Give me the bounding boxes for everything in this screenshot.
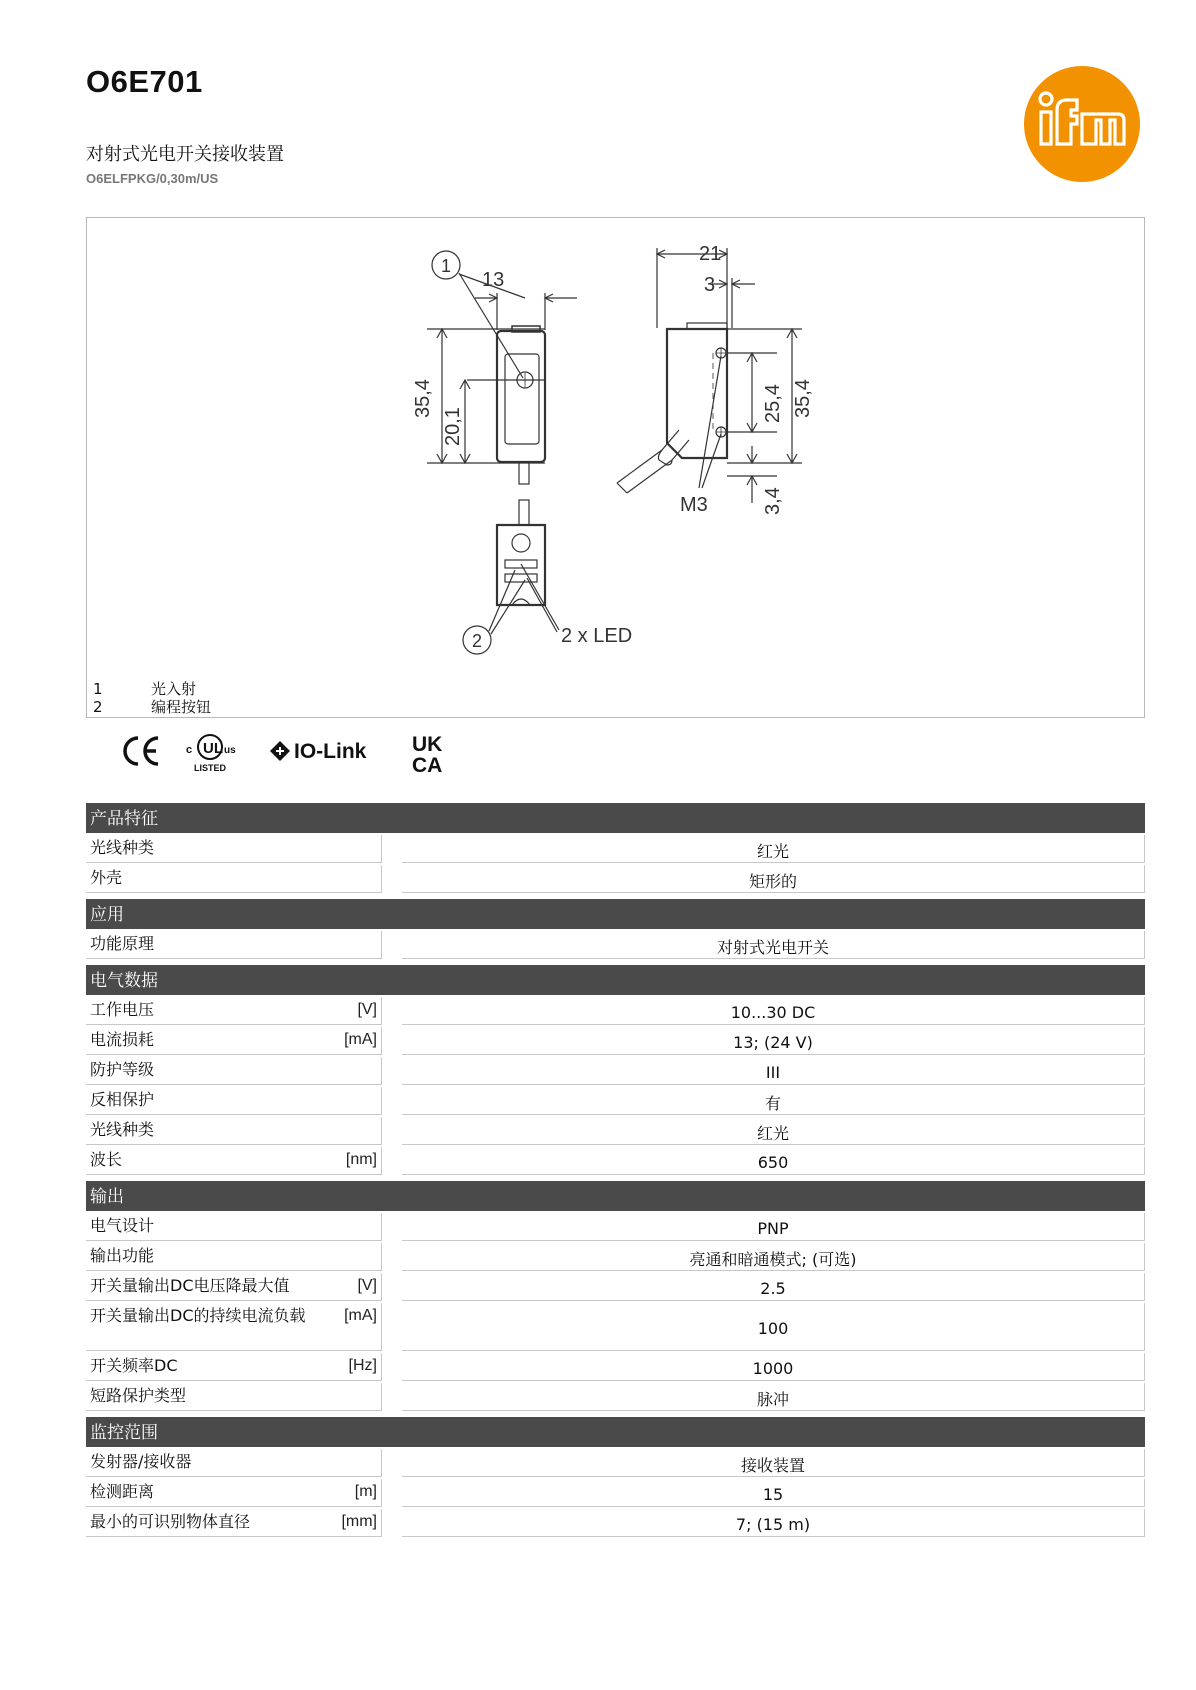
spec-label-cell (86, 1087, 382, 1115)
spec-label: 开关频率DC (90, 1356, 178, 1375)
spec-row (86, 1147, 1145, 1175)
spec-label-cell (86, 1027, 382, 1055)
spec-value: 7; (15 m) (402, 1509, 1145, 1537)
spec-label: 光线种类 (90, 1120, 155, 1139)
spec-label: 电气设计 (90, 1216, 155, 1235)
spec-row (86, 1509, 1145, 1537)
spec-label-cell (86, 1117, 382, 1145)
product-title: O6E701 (86, 64, 203, 99)
spec-label-cell (86, 1509, 382, 1537)
legend-item (93, 680, 211, 698)
callout-1: 1 (441, 256, 452, 276)
ul-listed-label: LISTED (194, 763, 227, 773)
spec-label-cell (86, 1353, 382, 1381)
spec-label: 光线种类 (90, 838, 155, 857)
spec-label: 检测距离 (90, 1482, 155, 1501)
callout-2: 2 (472, 631, 483, 651)
dimension-svg (87, 218, 1146, 719)
spec-unit: [mA] (344, 1031, 377, 1048)
spec-value: PNP (402, 1213, 1145, 1241)
spec-label: 发射器/接收器 (90, 1452, 192, 1471)
drawing-legend (93, 680, 211, 716)
dim-front-center: 20,1 (442, 407, 464, 446)
spec-value: 13; (24 V) (402, 1027, 1145, 1055)
spec-row (86, 1353, 1145, 1381)
spec-row (86, 1383, 1145, 1411)
spec-row (86, 997, 1145, 1025)
spec-value: 100 (402, 1303, 1145, 1351)
spec-label-cell (86, 1243, 382, 1271)
spec-label-cell (86, 1213, 382, 1241)
ce-mark-icon (125, 738, 158, 764)
dim-side-width: 21 (699, 243, 722, 265)
spec-value: 接收装置 (402, 1449, 1145, 1477)
legend-item (93, 698, 211, 716)
cul-us-listed-icon (186, 735, 236, 773)
section-header: 产品特征 (86, 803, 1145, 833)
spec-label-cell (86, 931, 382, 959)
dim-side-height: 35,4 (792, 379, 814, 418)
spec-row (86, 1117, 1145, 1145)
order-code: O6ELFPKG/0,30m/US (86, 171, 219, 186)
spec-label-cell (86, 1303, 382, 1351)
section-header: 电气数据 (86, 965, 1145, 995)
spec-label: 电流损耗 (90, 1030, 155, 1049)
spec-label-cell (86, 1057, 382, 1085)
spec-table (86, 803, 1145, 1543)
spec-value: 红光 (402, 835, 1145, 863)
front-body (497, 331, 545, 462)
spec-label: 输出功能 (90, 1246, 155, 1265)
section-header: 监控范围 (86, 1417, 1145, 1447)
product-subtitle: 对射式光电开关接收装置 (86, 144, 284, 165)
section-header: 应用 (86, 899, 1145, 929)
spec-unit: [Hz] (348, 1357, 377, 1374)
spec-label: 最小的可识别物体直径 (90, 1512, 251, 1531)
io-link-label: IO-Link (294, 740, 367, 763)
spec-value: 650 (402, 1147, 1145, 1175)
spec-row (86, 1243, 1145, 1271)
spec-label: 波长 (90, 1150, 123, 1169)
spec-label: 外壳 (90, 868, 123, 887)
spec-value: 15 (402, 1479, 1145, 1507)
dimension-drawing (86, 217, 1145, 718)
spec-label: 开关量输出DC的持续电流负载 (90, 1306, 306, 1325)
dim-side-hole-spacing: 25,4 (762, 384, 784, 423)
spec-unit: [mA] (344, 1307, 377, 1324)
spec-label-cell (86, 865, 382, 893)
spec-label-cell (86, 1479, 382, 1507)
spec-label-cell (86, 1383, 382, 1411)
ukca-top: UK (412, 733, 443, 756)
spec-unit: [nm] (345, 1151, 377, 1168)
spec-value: 对射式光电开关 (402, 931, 1145, 959)
legend-num: 1 (93, 680, 103, 698)
spec-unit: [V] (357, 1277, 377, 1294)
spec-row (86, 1027, 1145, 1055)
spec-value: 2.5 (402, 1273, 1145, 1301)
spec-label: 工作电压 (90, 1000, 155, 1019)
ul-us-label: us (224, 745, 236, 756)
spec-label: 短路保护类型 (90, 1386, 187, 1405)
ukca-bottom: CA (412, 754, 443, 777)
dim-front-height: 35,4 (412, 379, 434, 418)
spec-row (86, 1479, 1145, 1507)
spec-row (86, 835, 1145, 863)
spec-label-cell (86, 835, 382, 863)
spec-row (86, 865, 1145, 893)
dim-side-bottom: 3,4 (762, 487, 784, 515)
spec-label: 开关量输出DC电压降最大值 (90, 1276, 290, 1295)
spec-value: 亮通和暗通模式; (可选) (402, 1243, 1145, 1271)
spec-label-cell (86, 1273, 382, 1301)
section-header: 输出 (86, 1181, 1145, 1211)
spec-label-cell (86, 1449, 382, 1477)
dim-front-width: 13 (482, 269, 505, 291)
spec-unit: [V] (357, 1001, 377, 1018)
spec-value: 有 (402, 1087, 1145, 1115)
spec-label: 防护等级 (90, 1060, 155, 1079)
certification-logos (110, 730, 470, 780)
spec-row (86, 931, 1145, 959)
spec-value: 红光 (402, 1117, 1145, 1145)
spec-label: 反相保护 (90, 1090, 155, 1109)
spec-unit: [m] (354, 1483, 377, 1500)
spec-label-cell (86, 1147, 382, 1175)
spec-value: 1000 (402, 1353, 1145, 1381)
spec-row (86, 1213, 1145, 1241)
spec-row (86, 1449, 1145, 1477)
spec-label: 功能原理 (90, 934, 155, 953)
spec-row (86, 1303, 1145, 1351)
thread-label: M3 (680, 494, 708, 516)
spec-label-cell (86, 997, 382, 1025)
spec-value: 矩形的 (402, 865, 1145, 893)
legend-text: 光入射 (151, 680, 197, 698)
ukca-mark-icon (412, 733, 442, 777)
dim-side-offset: 3 (704, 274, 716, 296)
led-label: 2 x LED (561, 625, 633, 647)
spec-value: III (402, 1057, 1145, 1085)
spec-row (86, 1087, 1145, 1115)
spec-value: 10...30 DC (402, 997, 1145, 1025)
legend-num: 2 (93, 698, 103, 716)
spec-row (86, 1273, 1145, 1301)
ul-c-label: c (186, 744, 193, 756)
svg-text:UL: UL (203, 740, 223, 757)
spec-value: 脉冲 (402, 1383, 1145, 1411)
io-link-icon (270, 740, 367, 763)
spec-unit: [mm] (341, 1513, 377, 1530)
ifm-logo (1024, 66, 1140, 182)
spec-row (86, 1057, 1145, 1085)
legend-text: 编程按钮 (151, 698, 212, 716)
